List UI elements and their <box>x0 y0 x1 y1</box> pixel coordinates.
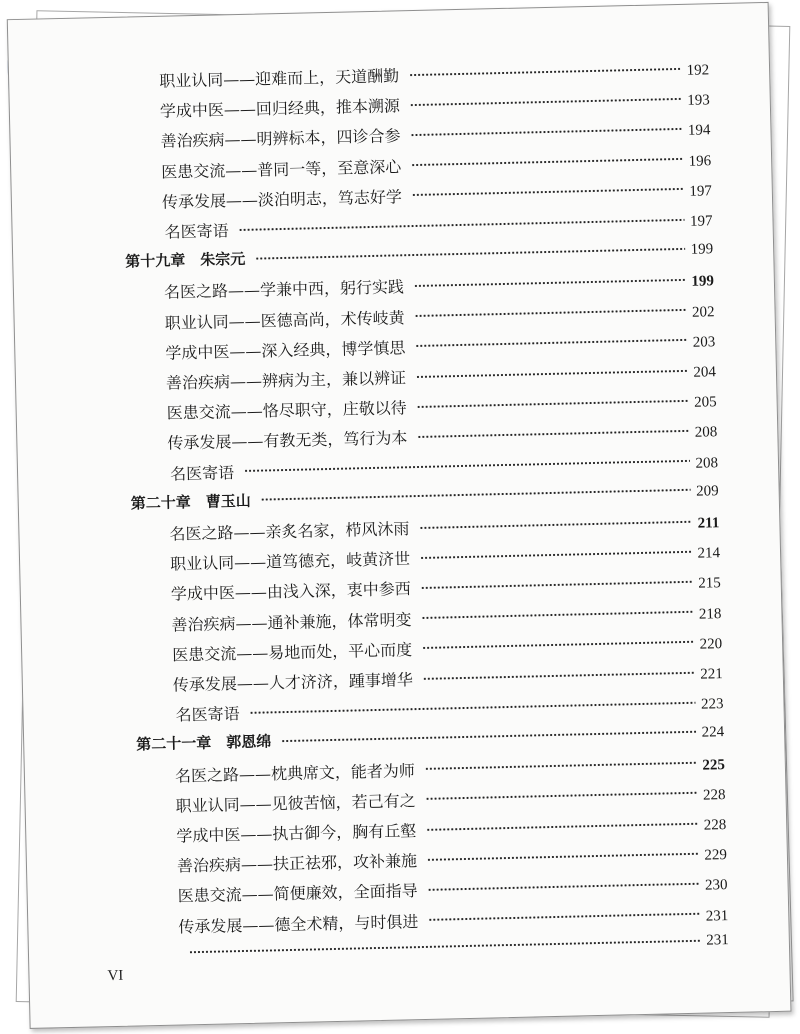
page-folio: VI <box>107 967 124 985</box>
toc-entry-row <box>166 358 716 393</box>
entry-title: 名医之路——学兼中西，躬行实践 <box>163 277 405 303</box>
entry-title: 名医寄语 <box>164 221 229 242</box>
toc-entry-row <box>171 600 721 635</box>
page-number: 228 <box>703 817 727 834</box>
toc-entry-row <box>166 388 716 423</box>
page-number: 204 <box>693 364 717 381</box>
dot-leader <box>428 913 699 921</box>
chapter-title: 第二十一章 郭恩绵 <box>136 732 272 754</box>
dot-leader <box>411 158 682 166</box>
dot-leader <box>412 188 683 196</box>
toc-entry-row <box>167 419 717 454</box>
toc-entry-row <box>170 449 718 484</box>
page-number: 231 <box>706 931 730 949</box>
toc-entry-row <box>162 177 712 212</box>
toc-entry-row <box>165 328 715 363</box>
dot-leader <box>426 822 697 830</box>
entry-title: 学成中医——执古御今，胸有丘壑 <box>176 821 417 846</box>
entry-title: 学成中医——深入经典，博学慎思 <box>165 338 406 363</box>
page-number: 208 <box>695 454 719 472</box>
toc-chapter-row <box>136 721 724 755</box>
toc-entry-row <box>160 117 710 152</box>
entry-title: 学成中医——由浅入深，衷中参西 <box>170 579 412 605</box>
entry-title: 医患交流——易地而处，平心而度 <box>172 639 413 665</box>
dot-leader <box>427 852 698 860</box>
toc-entry-row <box>179 932 729 961</box>
dot-leader <box>244 460 689 472</box>
entry-title: 善治疾病——通补兼施，体常明变 <box>171 609 412 635</box>
toc-entry-row <box>164 207 712 242</box>
entry-title: 医患交流——恪尽职守，庄敬以待 <box>166 398 407 423</box>
entry-title: 职业认同——医德高尚，术传岐黄 <box>164 307 405 333</box>
toc-chapter-row <box>131 479 719 513</box>
dot-leader <box>281 731 695 742</box>
toc-entry-row <box>164 298 714 333</box>
entry-title: 传承发展——淡泊明志，笃志好学 <box>161 187 403 212</box>
chapter-title: 第十九章 朱宗元 <box>125 250 246 271</box>
dot-leader <box>239 218 684 230</box>
dot-leader <box>417 430 688 438</box>
page-number: 203 <box>692 334 716 351</box>
dot-leader <box>416 369 687 377</box>
page-number: 211 <box>697 515 720 532</box>
page-number: 220 <box>699 635 723 653</box>
toc-page <box>7 2 792 1029</box>
page-number: 228 <box>702 786 726 804</box>
table-of-contents <box>8 3 791 1028</box>
dot-leader <box>425 762 696 770</box>
dot-leader <box>410 98 681 106</box>
page-number: 230 <box>704 877 728 894</box>
toc-entry-row <box>170 539 720 574</box>
page-number: 223 <box>700 696 724 713</box>
page-number: 193 <box>687 92 710 109</box>
dot-leader <box>417 400 688 408</box>
dot-leader <box>419 520 691 528</box>
toc-entry-row <box>175 690 723 725</box>
dot-leader <box>426 792 697 800</box>
toc-entry-row <box>177 871 727 906</box>
toc-entry-row <box>161 147 711 182</box>
toc-entry-row <box>175 781 725 816</box>
toc-entry-row <box>178 902 728 937</box>
entry-title: 善治疾病——扶正祛邪，攻补兼施 <box>176 851 418 876</box>
entry-title: 传承发展——有教无类，笃行为本 <box>167 428 408 454</box>
page-number: 196 <box>688 152 712 170</box>
entry-title: 名医寄语 <box>175 704 240 725</box>
dot-leader <box>415 309 686 317</box>
page-number: 192 <box>686 62 710 79</box>
page-number: 199 <box>690 241 714 258</box>
dot-leader <box>428 883 699 891</box>
page-number: 199 <box>691 273 715 291</box>
dot-leader <box>409 67 680 75</box>
dot-leader <box>415 339 686 347</box>
toc-entry-row <box>164 268 714 303</box>
page-number: 194 <box>687 122 711 140</box>
page-number: 215 <box>698 575 721 593</box>
entry-title: 医患交流——简便廉效，全面指导 <box>177 881 418 906</box>
page-number: 209 <box>695 482 719 500</box>
dot-leader <box>189 940 700 954</box>
page-number: 218 <box>698 605 722 623</box>
entry-title: 名医之路——亲炙名家，栉风沐雨 <box>169 519 410 544</box>
entry-title: 传承发展——德全术精，与时俱进 <box>178 911 419 937</box>
toc-entry-row <box>171 570 721 605</box>
entry-title: 职业认同——见彼苦恼，若己有之 <box>175 790 416 816</box>
toc-entry-row <box>172 630 722 665</box>
dot-leader <box>423 671 694 679</box>
entry-title: 学成中医——回归经典，推本溯源 <box>159 96 401 121</box>
page-number: 225 <box>702 756 726 774</box>
page-number: 229 <box>704 847 728 864</box>
dot-leader <box>420 550 691 558</box>
page-number: 224 <box>701 724 725 742</box>
toc-entry-row <box>177 841 727 876</box>
toc-entry-row <box>169 509 719 544</box>
page-number: 202 <box>691 303 715 321</box>
dot-leader <box>422 641 693 649</box>
page-number: 231 <box>705 907 729 925</box>
entry-title: 善治疾病——明辨标本，四诊合参 <box>160 126 401 152</box>
entry-title: 善治疾病——辨病为主，兼以辨证 <box>165 368 407 393</box>
dot-leader <box>410 128 681 136</box>
entry-title: 职业认同——迎难而上，天道酬勤 <box>158 66 400 91</box>
dot-leader <box>421 581 692 589</box>
entry-title: 传承发展——人才济济，踵事增华 <box>172 670 414 695</box>
chapter-title: 第二十章 曹玉山 <box>130 491 251 513</box>
toc-entry-row <box>160 86 710 121</box>
dot-leader <box>261 489 690 501</box>
entry-title: 名医之路——枕典席文，能者为师 <box>174 760 416 786</box>
page-number: 208 <box>694 424 718 442</box>
toc-entry-row <box>159 56 709 91</box>
dot-leader <box>421 611 692 619</box>
page-number: 214 <box>697 545 721 562</box>
toc-chapter-row <box>125 237 713 271</box>
dot-leader <box>414 279 685 287</box>
dot-leader <box>250 701 695 713</box>
page-number: 197 <box>689 213 713 230</box>
entry-title: 医患交流——普同一等，至意深心 <box>161 156 402 182</box>
toc-entry-row <box>176 811 726 846</box>
entry-title: 名医寄语 <box>169 462 235 484</box>
page-number: 205 <box>693 394 717 411</box>
toc-entry-row <box>175 751 725 786</box>
dot-leader <box>255 248 684 260</box>
page-number: 197 <box>689 183 713 200</box>
toc-entry-row <box>173 660 723 695</box>
page-number: 221 <box>700 666 723 683</box>
entry-title: 职业认同——道笃德充，岐黄济世 <box>169 549 411 574</box>
